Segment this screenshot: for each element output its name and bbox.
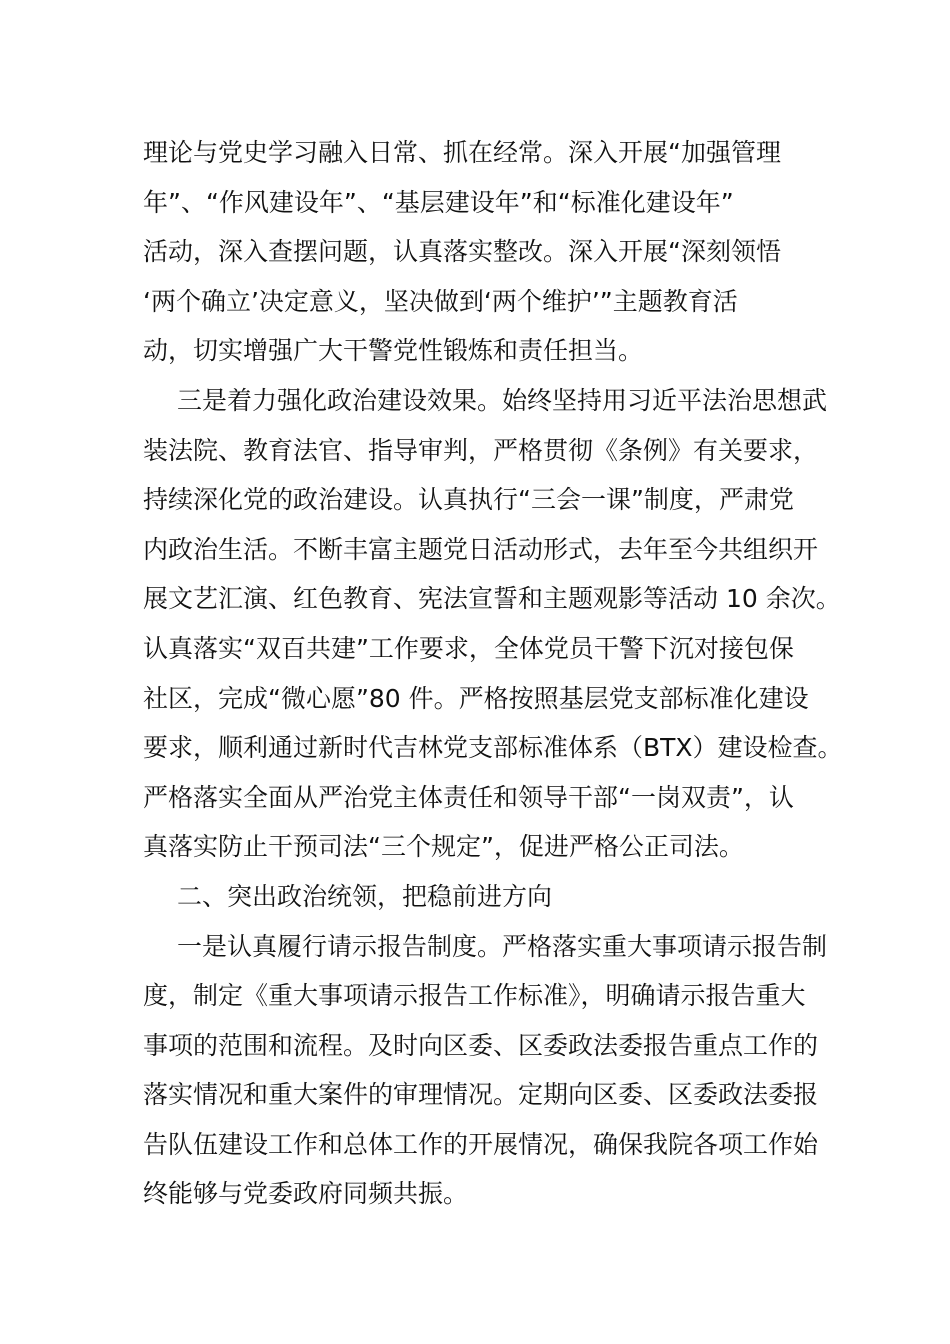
text-line: 严格落实全面从严治党主体责任和领导干部“一岗双责”，认 [143, 782, 794, 812]
text-line: 三是着力强化政治建设效果。始终坚持用习近平法治思想武 [177, 385, 828, 415]
text-line: 落实情况和重大案件的审理情况。定期向区委、区委政法委报 [143, 1080, 819, 1110]
text-line: 事项的范围和流程。及时向区委、区委政法委报告重点工作的 [143, 1030, 819, 1060]
text-line: 一是认真履行请示报告制度。严格落实重大事项请示报告制 [177, 931, 828, 961]
text-line: 告队伍建设工作和总体工作的开展情况，确保我院各项工作始 [143, 1129, 819, 1159]
document-body [143, 128, 843, 1219]
section-heading: 二、突出政治统领，把稳前进方向 [177, 881, 553, 911]
text-line: 活动，深入查摆问题，认真落实整改。深入开展“深刻领悟 [143, 237, 781, 267]
text-line: 社区，完成“微心愿”80 件。严格按照基层党支部标准化建设 [143, 683, 809, 713]
text-line: 认真落实“双百共建”工作要求，全体党员干警下沉对接包保 [143, 633, 794, 663]
text-line: 年”、“作风建设年”、“基层建设年”和“标准化建设年” [143, 187, 734, 217]
text-line: ‘两个确立’决定意义，坚决做到‘两个维护’”主题教育活 [143, 286, 738, 316]
text-line: 要求，顺利通过新时代吉林党支部标准体系（BTX）建设检查。 [143, 733, 843, 763]
text-line: 理论与党史学习融入日常、抓在经常。深入开展“加强管理 [143, 138, 781, 167]
text-line: 装法院、教育法官、指导审判，严格贯彻《条例》有关要求， [143, 435, 819, 465]
text-line: 动，切实增强广大干警党性锻炼和责任担当。 [143, 336, 644, 366]
text-line: 持续深化党的政治建设。认真执行“三会一课”制度，严肃党 [143, 485, 794, 515]
text-line: 内政治生活。不断丰富主题党日活动形式，去年至今共组织开 [143, 534, 819, 564]
text-line: 度，制定《重大事项请示报告工作标准》，明确请示报告重大 [143, 981, 806, 1011]
text-line: 真落实防止干预司法“三个规定”，促进严格公正司法。 [143, 832, 744, 862]
text-line: 终能够与党委政府同频共振。 [143, 1179, 469, 1209]
text-line: 展文艺汇演、红色教育、宪法宣誓和主题观影等活动 10 余次。 [143, 584, 841, 614]
